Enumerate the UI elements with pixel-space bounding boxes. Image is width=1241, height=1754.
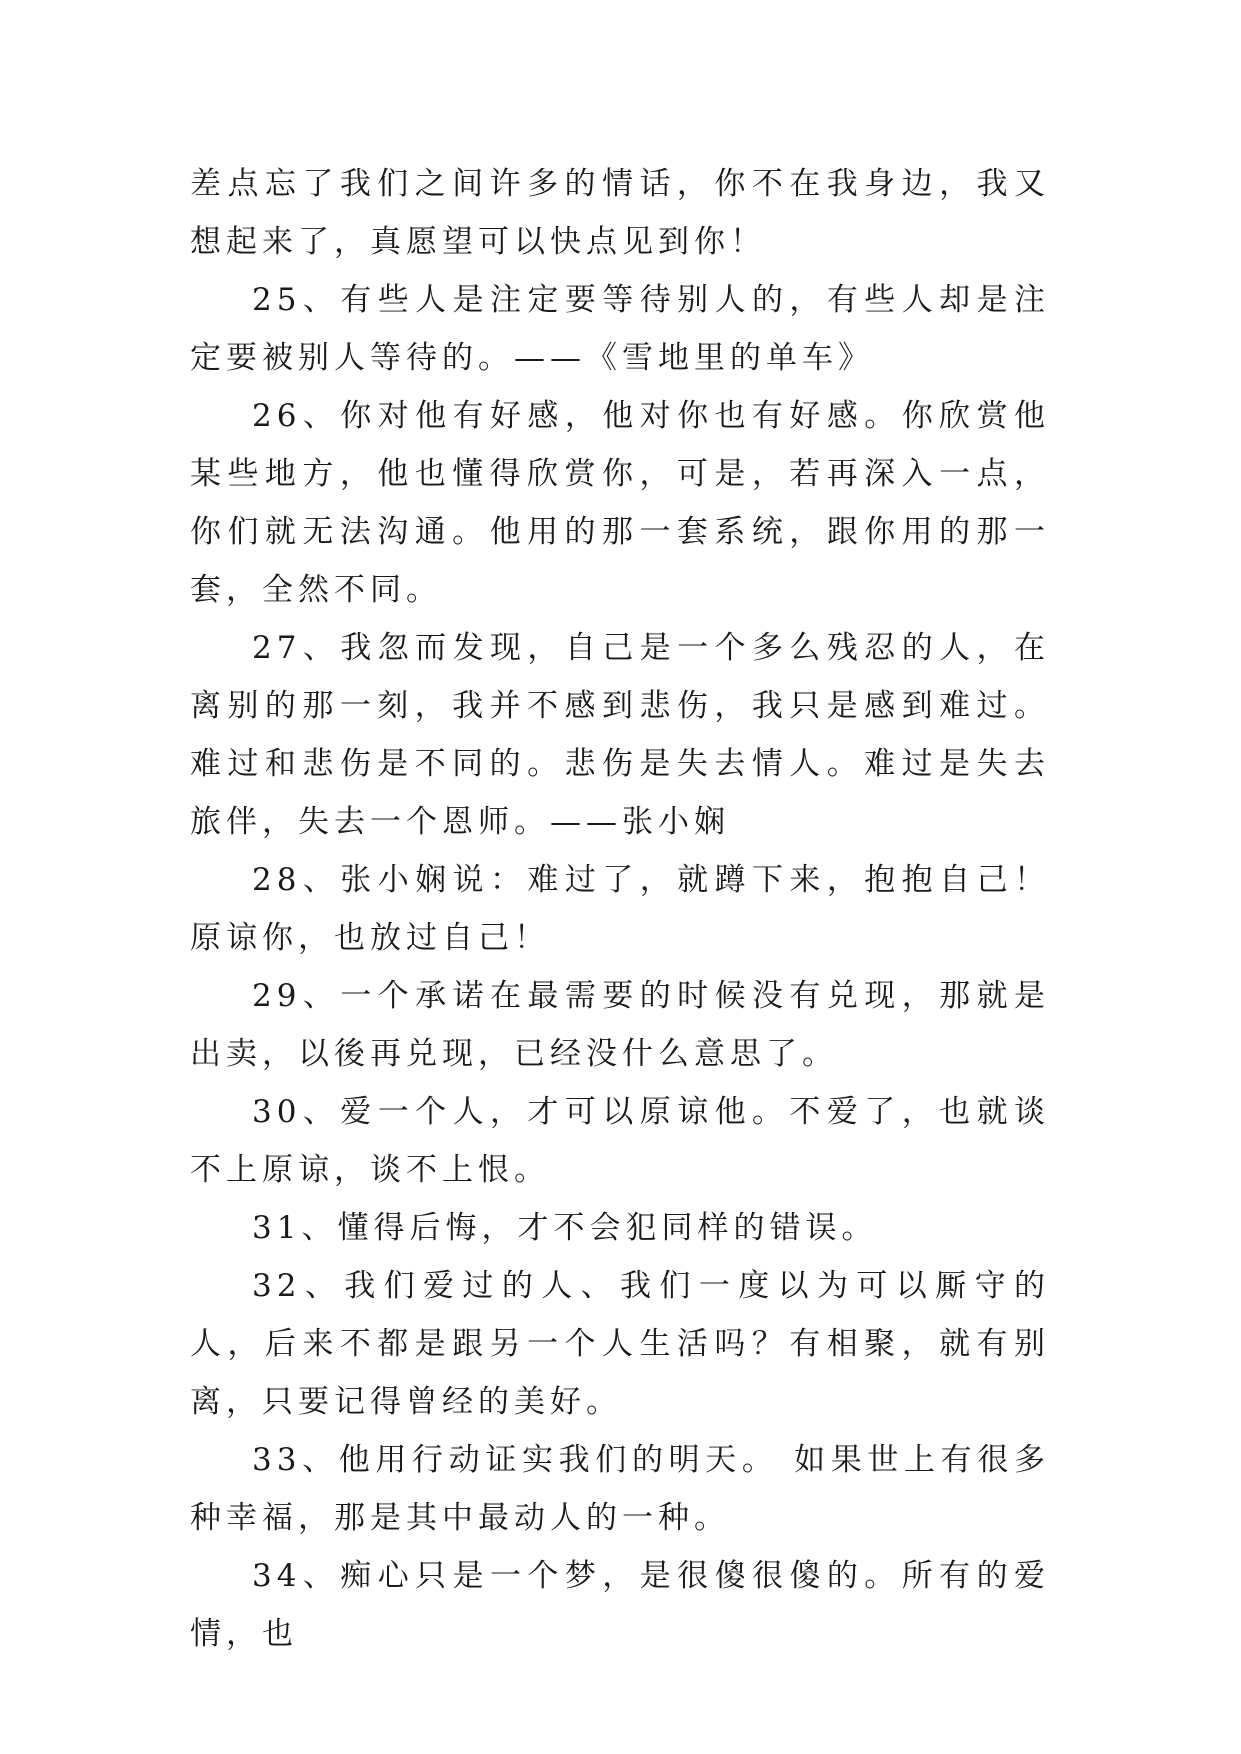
paragraph-29: 29、一个承诺在最需要的时候没有兑现，那就是出卖，以後再兑现，已经没什么意思了。 [190, 978, 1050, 1072]
paragraph-25: 25、有些人是注定要等待别人的，有些人却是注定要被别人等待的。——《雪地里的单车》 [190, 282, 1050, 376]
paragraph-28: 28、张小娴说：难过了，就蹲下来，抱抱自己！原谅你，也放过自己！ [190, 862, 1050, 956]
paragraph-32: 32、我们爱过的人、我们一度以为可以厮守的人，后来不都是跟另一个人生活吗？有相聚，就有别离，只要记得曾经的美好。 [190, 1268, 1050, 1420]
paragraph-33: 33、他用行动证实我们的明天。 如果世上有很多种幸福，那是其中最动人的一种。 [190, 1442, 1050, 1536]
paragraph-30: 30、爱一个人，才可以原谅他。不爱了，也就谈不上原谅，谈不上恨。 [190, 1094, 1050, 1188]
paragraph-34: 34、痴心只是一个梦，是很傻很傻的。所有的爱情，也 [190, 1558, 1050, 1652]
document-page [190, 155, 1050, 1663]
paragraph-31: 31、懂得后悔，才不会犯同样的错误。 [252, 1210, 878, 1246]
paragraph-26: 26、你对他有好感，他对你也有好感。你欣赏他某些地方，他也懂得欣赏你，可是，若再深入一点，你们就无法沟通。他用的那一套系统，跟你用的那一套，全然不同。 [190, 398, 1050, 608]
paragraph-continuation: 差点忘了我们之间许多的情话，你不在我身边，我又想起来了，真愿望可以快点见到你！ [190, 166, 1050, 260]
paragraph-27: 27、我忽而发现，自己是一个多么残忍的人，在离别的那一刻，我并不感到悲伤，我只是感到难过。难过和悲伤是不同的。悲伤是失去情人。难过是失去旅伴，失去一个恩师。——张小娴 [190, 630, 1050, 840]
